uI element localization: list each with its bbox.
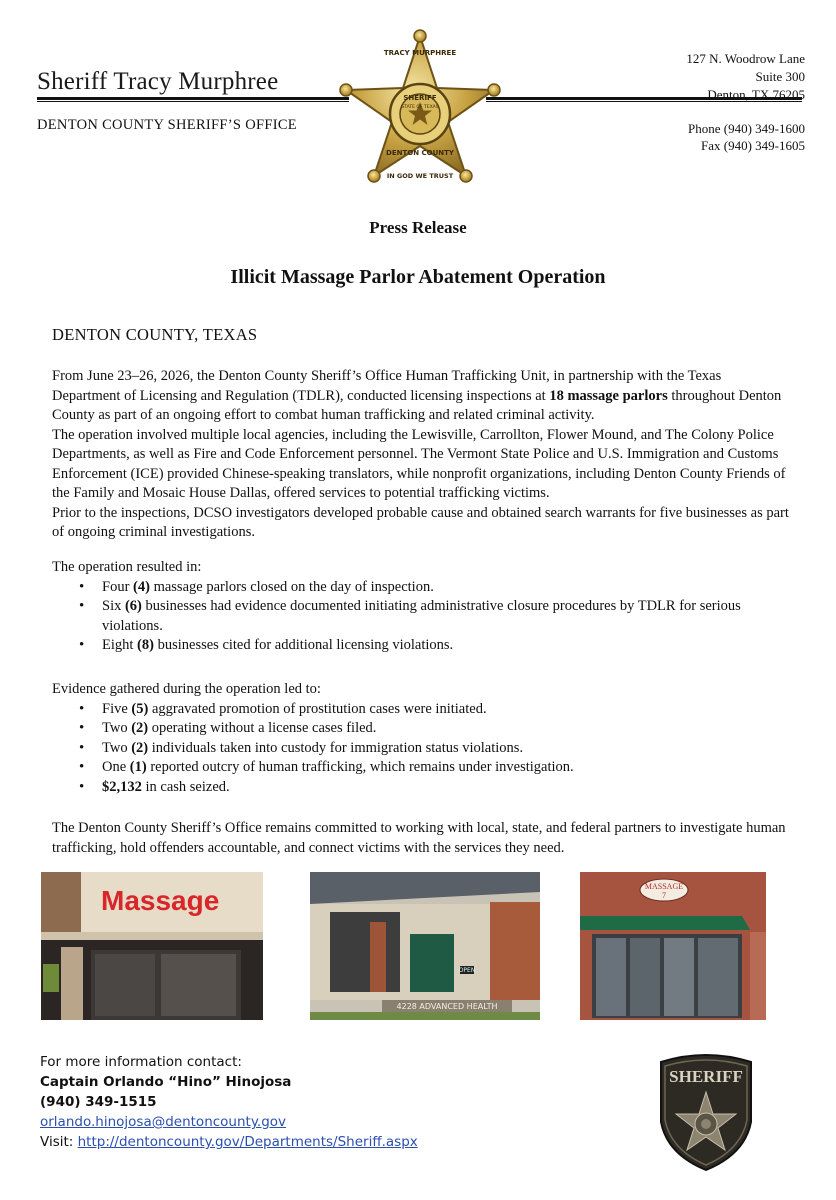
badge-top-text: TRACY MURPHREE — [383, 49, 457, 57]
contact-block — [40, 1052, 418, 1152]
contact-name: Captain Orlando “Hino” Hinojosa — [40, 1074, 292, 1090]
sheriff-star-badge-logo — [335, 28, 505, 198]
list-item: • $2,132 in cash seized. — [52, 778, 792, 798]
evidence-section — [52, 680, 792, 797]
dateline: DENTON COUNTY, TEXAS — [52, 325, 258, 344]
star-badge-icon — [335, 28, 505, 198]
paragraph-intro-text-b: throughout Denton County as part of an ongoing effort to combat human trafficking and related criminal activity. — [52, 387, 782, 423]
advanced-health-sign-text: 4228 ADVANCED HEALTH — [396, 1002, 498, 1011]
results-section — [52, 558, 792, 656]
photo-advanced-health-storefront — [310, 872, 540, 1020]
massage-7-number-text: 7 — [662, 891, 666, 900]
list-item: • Two (2) individuals taken into custody for immigration status violations. — [52, 739, 792, 759]
address-line-1: 127 N. Woodrow Lane — [686, 51, 805, 66]
badge-motto-text: IN GOD WE TRUST — [386, 172, 454, 180]
list-item: • Four (4) massage parlors closed on the day of inspection. — [52, 578, 792, 598]
phone-number: Phone (940) 349-1600 — [688, 121, 805, 136]
address-line-3: Denton, TX 76205 — [707, 87, 805, 102]
storefront-image — [41, 872, 263, 1020]
badge-county-text: DENTON COUNTY — [386, 149, 454, 157]
sheriff-patch-logo — [655, 1052, 757, 1172]
visit-label: Visit: — [40, 1134, 78, 1150]
header-rule-left — [37, 97, 349, 100]
body-paragraphs — [52, 367, 792, 543]
list-item: • Six (6) businesses had evidence documented initiating administrative closure procedures by TDLR for serious violations. — [52, 597, 792, 636]
storefront-image — [310, 872, 540, 1020]
closing-paragraph: The Denton County Sheriff’s Office remains committed to working with local, state, and federal partners to investigate human trafficking, hold offenders accountable, and connect victims with the services they need. — [52, 820, 786, 856]
sheriff-name: Sheriff Tracy Murphree — [37, 68, 279, 95]
paragraph-agencies: The operation involved multiple local agencies, including the Lewisville, Carrollton, Flower Mound, and The Colony Police Departments, as well as Fire and Code Enforcement personnel. The Vermont State Police and U.S. Immigration and Customs Enforcement (ICE) provided Chinese-speaking translators, while nonprofit organizations, including Denton County Friends of the Family and Mosaic House Dallas, offered services to potential trafficking victims. — [52, 426, 786, 501]
evidence-list — [52, 700, 792, 798]
list-item: • Eight (8) businesses cited for additional licensing violations. — [52, 636, 792, 656]
results-intro: The operation resulted in: — [52, 559, 202, 575]
photo-massage-storefront — [41, 872, 263, 1020]
badge-state-text: STATE OF TEXAS — [401, 105, 439, 110]
website-link[interactable]: http://dentoncounty.gov/Departments/Sheriff.aspx — [77, 1134, 418, 1150]
results-list — [52, 578, 792, 656]
list-item: • Five (5) aggravated promotion of prostitution cases were initiated. — [52, 700, 792, 720]
office-name: DENTON COUNTY SHERIFF’S OFFICE — [37, 117, 297, 133]
contact-intro: For more information contact: — [40, 1054, 242, 1070]
header-rule-left-thin — [37, 101, 349, 102]
contact-email-link[interactable]: orlando.hinojosa@dentoncounty.gov — [40, 1114, 287, 1130]
release-title: Illicit Massage Parlor Abatement Operation — [230, 266, 606, 288]
list-item: • Two (2) operating without a license cases filed. — [52, 719, 792, 739]
press-release-label: Press Release — [369, 218, 467, 237]
massage-sign-text: Massage — [101, 885, 220, 916]
contact-phone: (940) 349-1515 — [40, 1094, 157, 1110]
photo-massage-7-storefront — [580, 872, 766, 1020]
storefront-image — [580, 872, 766, 1020]
sheriff-patch-icon — [655, 1052, 757, 1172]
office-phones — [688, 120, 805, 154]
address-line-2: Suite 300 — [755, 69, 805, 84]
paragraph-intro-text-a: From June 23–26, 2026, the Denton County Sheriff’s Office Human Trafficking Unit, in partnership with the Texas Department of Licensing and Regulation (TDLR), conducted licensing inspections at — [52, 368, 722, 404]
list-item: • One (1) reported outcry of human trafficking, which remains under investigation. — [52, 758, 792, 778]
fax-number: Fax (940) 349-1605 — [701, 138, 805, 153]
paragraph-intro — [52, 367, 792, 426]
open-sign-text: OPEN — [458, 967, 476, 974]
massage-7-sign-text: MASSAGE — [644, 882, 684, 891]
evidence-intro: Evidence gathered during the operation led to: — [52, 681, 321, 697]
parlor-count-highlight: 18 massage parlors — [549, 387, 668, 404]
badge-sheriff-text: SHERIFF — [403, 94, 437, 102]
patch-sheriff-text: SHERIFF — [669, 1067, 743, 1086]
office-address — [686, 50, 805, 104]
paragraph-warrants: Prior to the inspections, DCSO investigators developed probable cause and obtained search warrants for five businesses as part of ongoing criminal investigations. — [52, 504, 789, 540]
